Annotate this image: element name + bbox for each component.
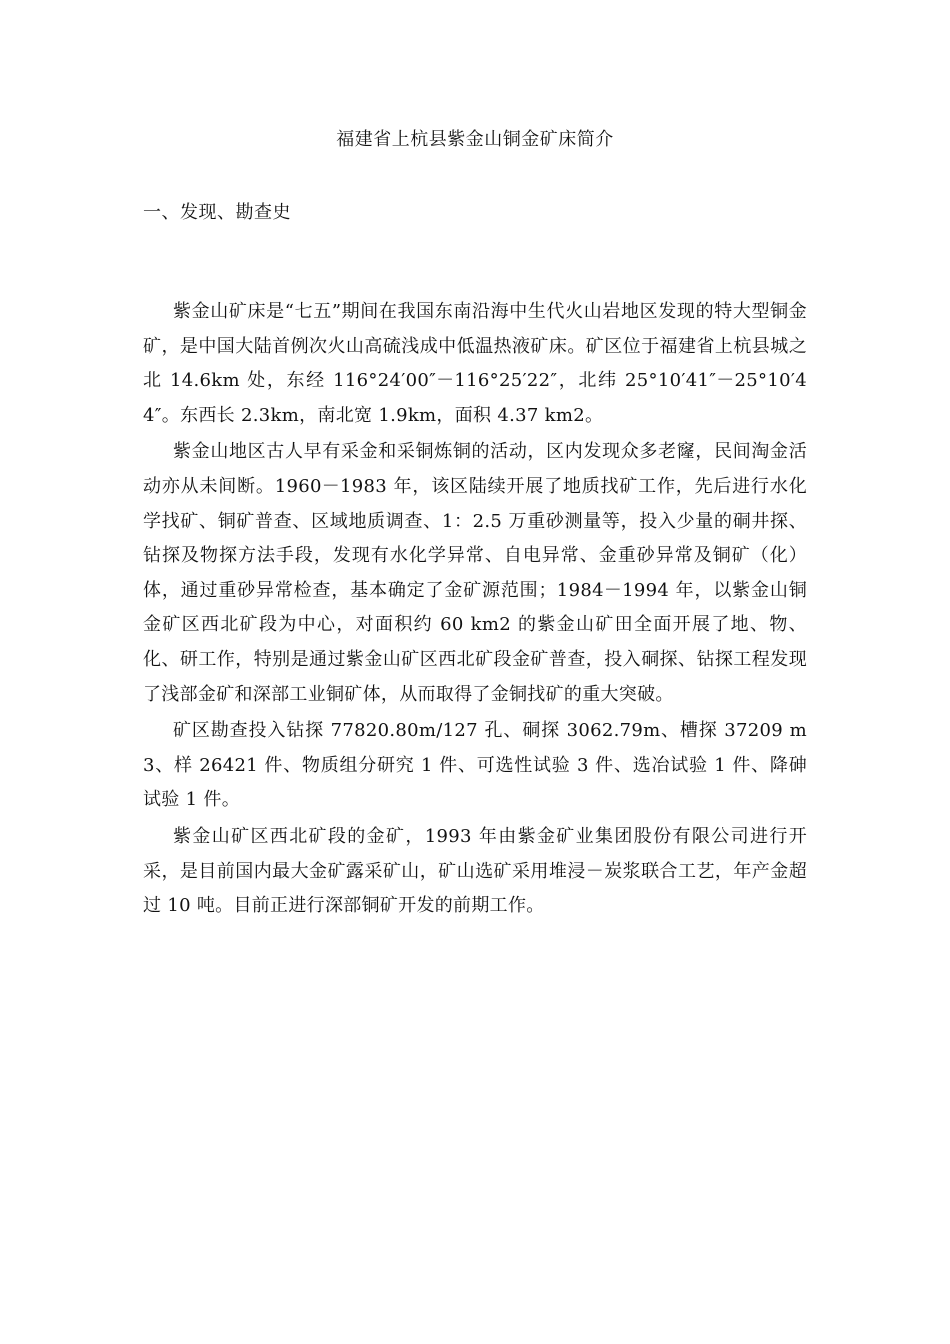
- paragraph-discovery: 紫金山矿床是“七五”期间在我国东南沿海中生代火山岩地区发现的特大型铜金矿，是中国大陆首例次火山高硫浅成中低温热液矿床。矿区位于福建省上杭县城之北 14.6km 处，东经 116°24′00″－116°25′22″，北纬 25°10′41″－25°10′44″。东西长 2.3km，南北宽 1.9km，面积 4.37 km2。: [143, 301, 807, 426]
- document-body: [143, 295, 807, 924]
- paragraph-exploration-history: 紫金山地区古人早有采金和采铜炼铜的活动，区内发现众多老窿，民间淘金活动亦从未间断。1960－1983 年，该区陆续开展了地质找矿工作，先后进行水化学找矿、铜矿普查、区域地质调查、1：2.5 万重砂测量等，投入少量的硐井探、钻探及物探方法手段，发现有水化学异常、自电异常、金重砂异常及铜矿（化）体，通过重砂异常检查，基本确定了金矿源范围；1984－1994 年，以紫金山铜金矿区西北矿段为中心，对面积约 60 km2 的紫金山矿田全面开展了地、物、化、研工作，特别是通过紫金山矿区西北矿段金矿普查，投入硐探、钻探工程发现了浅部金矿和深部工业铜矿体，从而取得了金铜找矿的重大突破。: [143, 441, 807, 705]
- paragraph-exploration-workload: 矿区勘查投入钻探 77820.80m/127 孔、硐探 3062.79m、槽探 37209 m3、样 26421 件、物质组分研究 1 件、可选性试验 3 件、选冶试验 1 件、降砷试验 1 件。: [143, 720, 807, 811]
- section-heading: 一、发现、勘查史: [143, 202, 291, 223]
- paragraph-mining: 紫金山矿区西北矿段的金矿，1993 年由紫金矿业集团股份有限公司进行开采，是目前国内最大金矿露采矿山，矿山选矿采用堆浸－炭浆联合工艺，年产金超过 10 吨。目前正进行深部铜矿开发的前期工作。: [143, 825, 807, 917]
- document-title: 福建省上杭县紫金山铜金矿床简介: [336, 129, 614, 150]
